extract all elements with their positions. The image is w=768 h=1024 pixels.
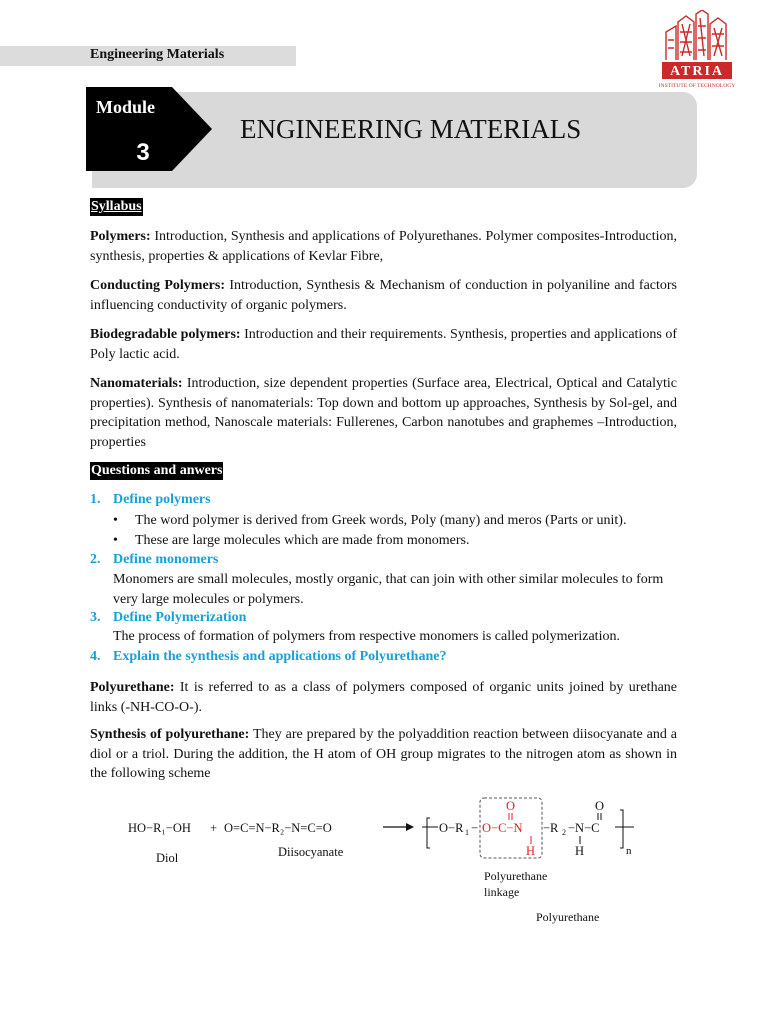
question-4 bbox=[90, 647, 677, 667]
reaction-scheme bbox=[120, 790, 650, 940]
diisocyanate-formula: O=C=N−R₂−N=C=O bbox=[224, 821, 332, 835]
question-2 bbox=[90, 550, 677, 570]
syllabus-text: Introduction and their requirements. Synthesis, properties and applications of Poly lactic acid. bbox=[90, 327, 677, 362]
answer-3 bbox=[90, 627, 677, 647]
polyurethane-definition bbox=[90, 678, 677, 717]
svg-text:O: O bbox=[595, 799, 605, 813]
syllabus-item-conducting bbox=[90, 276, 677, 315]
module-label: Module bbox=[96, 97, 156, 117]
synthesis-text: They are prepared by the polyaddition reaction between diisocyanate and a diol or a triol. During the addition, the H atom of OH group migrates to the nitrogen atom as shown in the following scheme bbox=[90, 727, 677, 781]
qa-heading: Questions and anwers bbox=[91, 463, 223, 478]
question-title: Explain the synthesis and applications of Polyurethane? bbox=[113, 649, 447, 664]
question-number: 3. bbox=[90, 610, 101, 625]
product-structure bbox=[422, 798, 634, 858]
logo-tagline: INSTITUTE OF TECHNOLOGY bbox=[658, 83, 736, 89]
syllabus-text: Introduction, Synthesis and applications of Polyurethanes. Polymer composites-Introduction, synthesis, properties & applications of Kevlar Fibre, bbox=[90, 229, 677, 264]
syllabus-item-polymers bbox=[90, 227, 677, 266]
syllabus-item-nanomaterials bbox=[90, 374, 677, 452]
syllabus-term: Biodegradable polymers: bbox=[90, 327, 241, 342]
module-number: 3 bbox=[136, 139, 150, 166]
synthesis-term: Synthesis of polyurethane: bbox=[90, 727, 250, 742]
svg-text:H: H bbox=[575, 844, 585, 858]
syllabus-term: Conducting Polymers: bbox=[90, 278, 225, 293]
syllabus-term: Polymers: bbox=[90, 229, 151, 244]
question-number: 2. bbox=[90, 552, 101, 567]
linkage-label-line2: linkage bbox=[484, 885, 520, 899]
linkage-label-line1: Polyurethane bbox=[484, 869, 548, 883]
bullet-icon: • bbox=[113, 533, 118, 548]
logo-brand: ATRIA bbox=[669, 64, 725, 79]
syllabus-text: Introduction, Synthesis & Mechanism of conduction in polyaniline and factors influencing conductivity of organic polymers. bbox=[90, 278, 677, 313]
question-title: Define Polymerization bbox=[113, 610, 247, 625]
svg-text:O−R: O−R bbox=[439, 821, 464, 835]
svg-text:2: 2 bbox=[562, 828, 566, 837]
plus-sign: + bbox=[210, 821, 218, 835]
page-title: ENGINEERING MATERIALS bbox=[240, 114, 582, 144]
svg-text:−R: −R bbox=[543, 821, 559, 835]
syllabus-heading: Syllabus bbox=[91, 199, 142, 214]
svg-text:O−C−N: O−C−N bbox=[482, 821, 523, 835]
svg-text:O: O bbox=[506, 799, 516, 813]
question-title: Define monomers bbox=[113, 552, 219, 567]
running-title: Engineering Materials bbox=[90, 47, 225, 62]
question-3 bbox=[90, 608, 677, 628]
synthesis-paragraph bbox=[90, 725, 677, 784]
svg-text:1: 1 bbox=[465, 828, 469, 837]
reaction-arrow bbox=[383, 823, 414, 831]
syllabus-text: Introduction, size dependent properties (Surface area, Electrical, Optical and Catalytic properties). Synthesis of nanomaterials: Top down and bottom up approaches, Synthesis by Sol-gel, and precipitation method, Nanoscale materials: Fullerenes, Carbon nanotubes and graphemes –Introduction, properties bbox=[90, 376, 677, 450]
syllabus-heading-row bbox=[90, 197, 677, 217]
svg-text:−: − bbox=[471, 821, 479, 835]
question-1 bbox=[90, 490, 677, 510]
question-title: Define polymers bbox=[113, 492, 211, 507]
bullet-text: These are large molecules which are made from monomers. bbox=[135, 533, 470, 548]
diol-formula: HO−R₁−OH bbox=[128, 821, 191, 835]
syllabus-term: Nanomaterials: bbox=[90, 376, 183, 391]
syllabus-item-biodegradable bbox=[90, 325, 677, 364]
definition-term: Polyurethane: bbox=[90, 680, 175, 695]
diol-label: Diol bbox=[156, 851, 179, 865]
svg-text:−N−C: −N−C bbox=[568, 821, 600, 835]
answer-text: Monomers are small molecules, mostly organic, that can join with other similar molecules to form very large molecules or polymers. bbox=[113, 572, 664, 607]
question-number: 4. bbox=[90, 649, 101, 664]
answer-text: The process of formation of polymers from respective monomers is called polymerization. bbox=[113, 629, 620, 644]
diisocyanate-label: Diisocyanate bbox=[278, 845, 344, 859]
bullet-text: The word polymer is derived from Greek words, Poly (many) and meros (Parts or unit). bbox=[135, 513, 627, 528]
answer-2 bbox=[90, 570, 677, 610]
question-number: 1. bbox=[90, 492, 101, 507]
atria-logo bbox=[656, 10, 738, 92]
bullet-icon: • bbox=[113, 513, 118, 528]
product-label: Polyurethane bbox=[536, 910, 600, 924]
svg-text:H: H bbox=[526, 844, 536, 858]
definition-text: It is referred to as a class of polymers composed of organic units joined by urethane links (-NH-CO-O-). bbox=[90, 680, 677, 715]
list-item bbox=[90, 531, 677, 551]
list-item bbox=[90, 511, 677, 531]
qa-heading-row bbox=[90, 461, 677, 481]
repeat-subscript: n bbox=[626, 845, 632, 857]
